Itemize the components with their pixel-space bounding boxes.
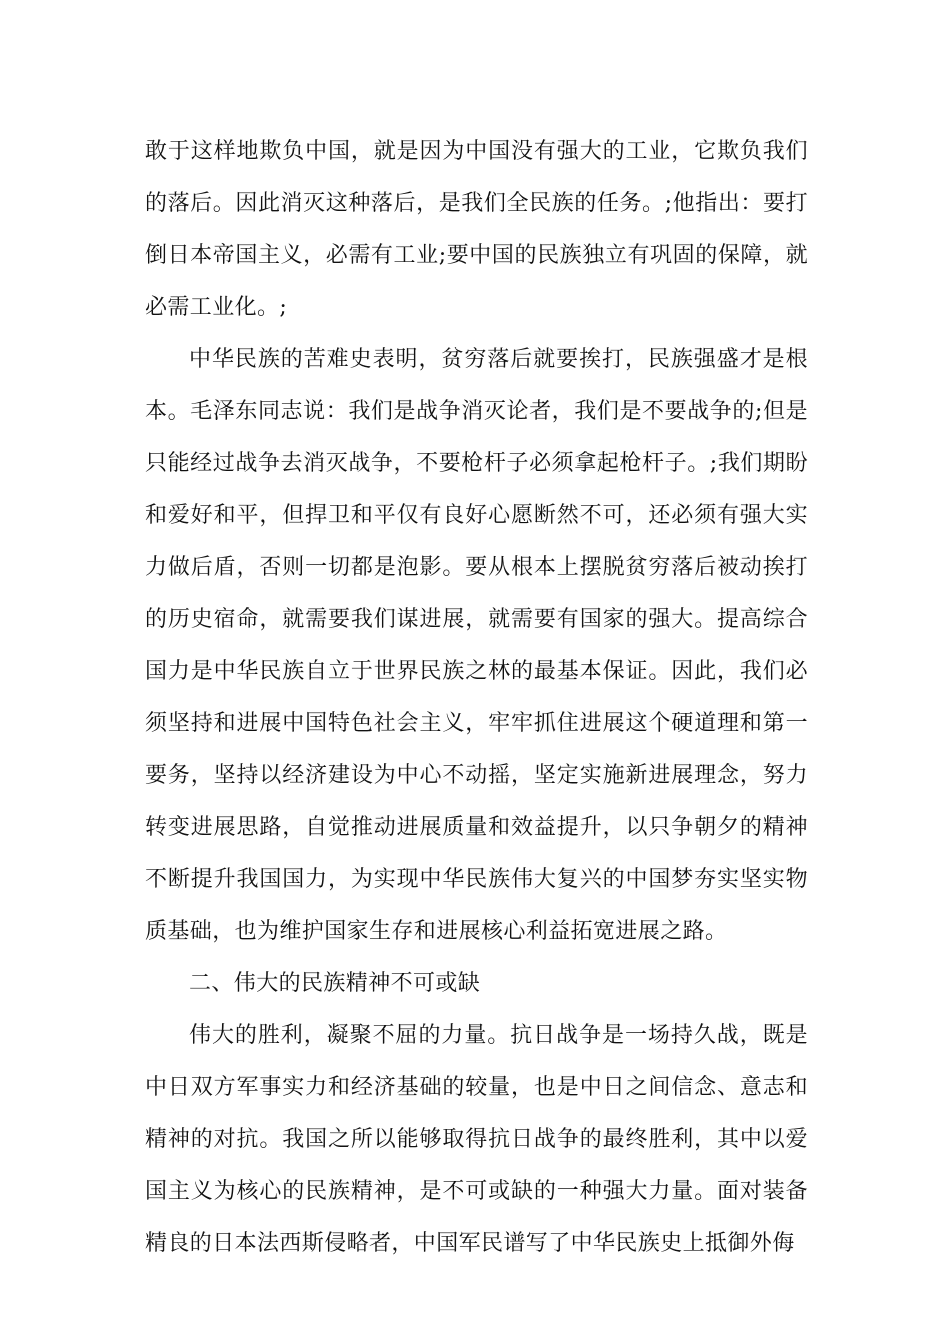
- paragraph-2: 中华民族的苦难史表明，贫穷落后就要挨打，民族强盛才是根本。毛泽东同志说：我们是战争消灭论者，我们是不要战争的;但是只能经过战争去消灭战争，不要枪杆子必须拿起枪杆子。;我们期盼和爱好和平，但捍卫和平仅有良好心愿断然不可，还必须有强大实力做后盾，否则一切都是泡影。要从根本上摆脱贫穷落后被动挨打的历史宿命，就需要我们谋进展，就需要有国家的强大。提高综合国力是中华民族自立于世界民族之林的最基本保证。因此，我们必须坚持和进展中国特色社会主义，牢牢抓住进展这个硬道理和第一要务，坚持以经济建设为中心不动摇，坚定实施新进展理念，努力转变进展思路，自觉推动进展质量和效益提升，以只争朝夕的精神不断提升我国国力，为实现中华民族伟大复兴的中国梦夯实坚实物质基础，也为维护国家生存和进展核心利益拓宽进展之路。: [145, 347, 808, 944]
- paragraph-3: 伟大的胜利，凝聚不屈的力量。抗日战争是一场持久战，既是中日双方军事实力和经济基础的较量，也是中日之间信念、意志和精神的对抗。我国之所以能够取得抗日战争的最终胜利，其中以爱国主义为核心的民族精神，是不可或缺的一种强大力量。面对装备精良的日本法西斯侵略者，中国军民谱写了中华民族史上抵御外侮: [145, 1023, 808, 1256]
- document-page: [145, 126, 808, 1270]
- section-heading: 二、伟大的民族精神不可或缺: [189, 971, 481, 996]
- paragraph-1: 敢于这样地欺负中国，就是因为中国没有强大的工业，它欺负我们的落后。因此消灭这种落后，是我们全民族的任务。;他指出：要打倒日本帝国主义，必需有工业;要中国的民族独立有巩固的保障，就必需工业化。;: [145, 139, 808, 320]
